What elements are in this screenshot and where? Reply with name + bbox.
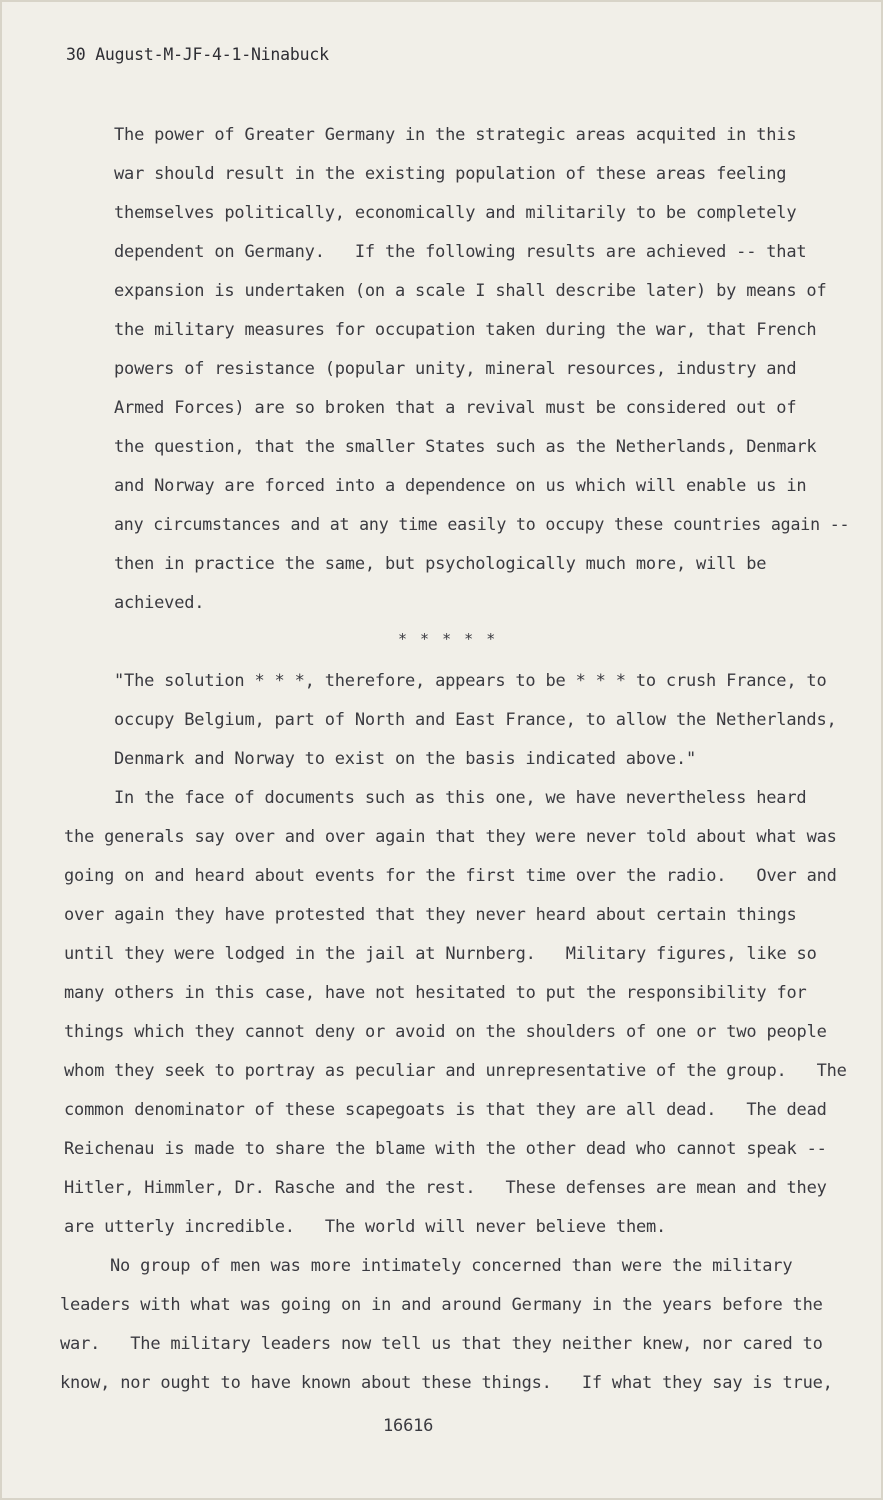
text-line: whom they seek to portray as peculiar and unrepresentative of the group. The: [64, 1061, 847, 1081]
text-line: things which they cannot deny or avoid on the shoulders of one or two people: [64, 1022, 827, 1042]
text-line: In the face of documents such as this one, we have nevertheless heard: [114, 788, 807, 808]
text-line: until they were lodged in the jail at Nurnberg. Military figures, like so: [64, 944, 817, 964]
text-line: war. The military leaders now tell us that they neither knew, nor cared to: [60, 1334, 823, 1354]
page-number: 16616: [383, 1416, 434, 1436]
text-line: "The solution * * *, therefore, appears to be * * * to crush France, to: [114, 671, 827, 691]
text-line: the generals say over and over again that they were never told about what was: [64, 827, 837, 847]
text-line: Reichenau is made to share the blame with the other dead who cannot speak --: [64, 1139, 827, 1159]
text-line: dependent on Germany. If the following results are achieved -- that: [114, 242, 807, 262]
text-line: common denominator of these scapegoats is that they are all dead. The dead: [64, 1100, 827, 1120]
section-separator: * * * * *: [398, 630, 498, 648]
text-line: war should result in the existing population of these areas feeling: [114, 164, 787, 184]
text-line: then in practice the same, but psychologically much more, will be: [114, 554, 767, 574]
text-line: Hitler, Himmler, Dr. Rasche and the rest. These defenses are mean and they: [64, 1178, 827, 1198]
text-line: and Norway are forced into a dependence on us which will enable us in: [114, 476, 807, 496]
text-line: powers of resistance (popular unity, mineral resources, industry and: [114, 359, 797, 379]
text-line: leaders with what was going on in and around Germany in the years before the: [60, 1295, 823, 1315]
text-line: No group of men was more intimately concerned than were the military: [110, 1256, 793, 1276]
text-line: themselves politically, economically and militarily to be completely: [114, 203, 797, 223]
text-line: Armed Forces) are so broken that a revival must be considered out of: [114, 398, 797, 418]
text-line: The power of Greater Germany in the strategic areas acquited in this: [114, 125, 797, 145]
text-line: over again they have protested that they never heard about certain things: [64, 905, 797, 925]
text-line: Denmark and Norway to exist on the basis indicated above.": [114, 749, 697, 769]
text-line: are utterly incredible. The world will never believe them.: [64, 1217, 667, 1237]
text-line: going on and heard about events for the first time over the radio. Over and: [64, 866, 837, 886]
text-line: any circumstances and at any time easily to occupy these countries again --: [114, 515, 850, 535]
text-line: expansion is undertaken (on a scale I shall describe later) by means of: [114, 281, 827, 301]
text-line: the military measures for occupation taken during the war, that French: [114, 320, 817, 340]
text-line: achieved.: [114, 593, 205, 613]
text-line: the question, that the smaller States such as the Netherlands, Denmark: [114, 437, 817, 457]
text-line: many others in this case, have not hesitated to put the responsibility for: [64, 983, 807, 1003]
text-line: occupy Belgium, part of North and East France, to allow the Netherlands,: [114, 710, 837, 730]
text-line: know, nor ought to have known about these things. If what they say is true,: [60, 1373, 833, 1393]
document-reference: 30 August-M-JF-4-1-Ninabuck: [66, 45, 329, 64]
